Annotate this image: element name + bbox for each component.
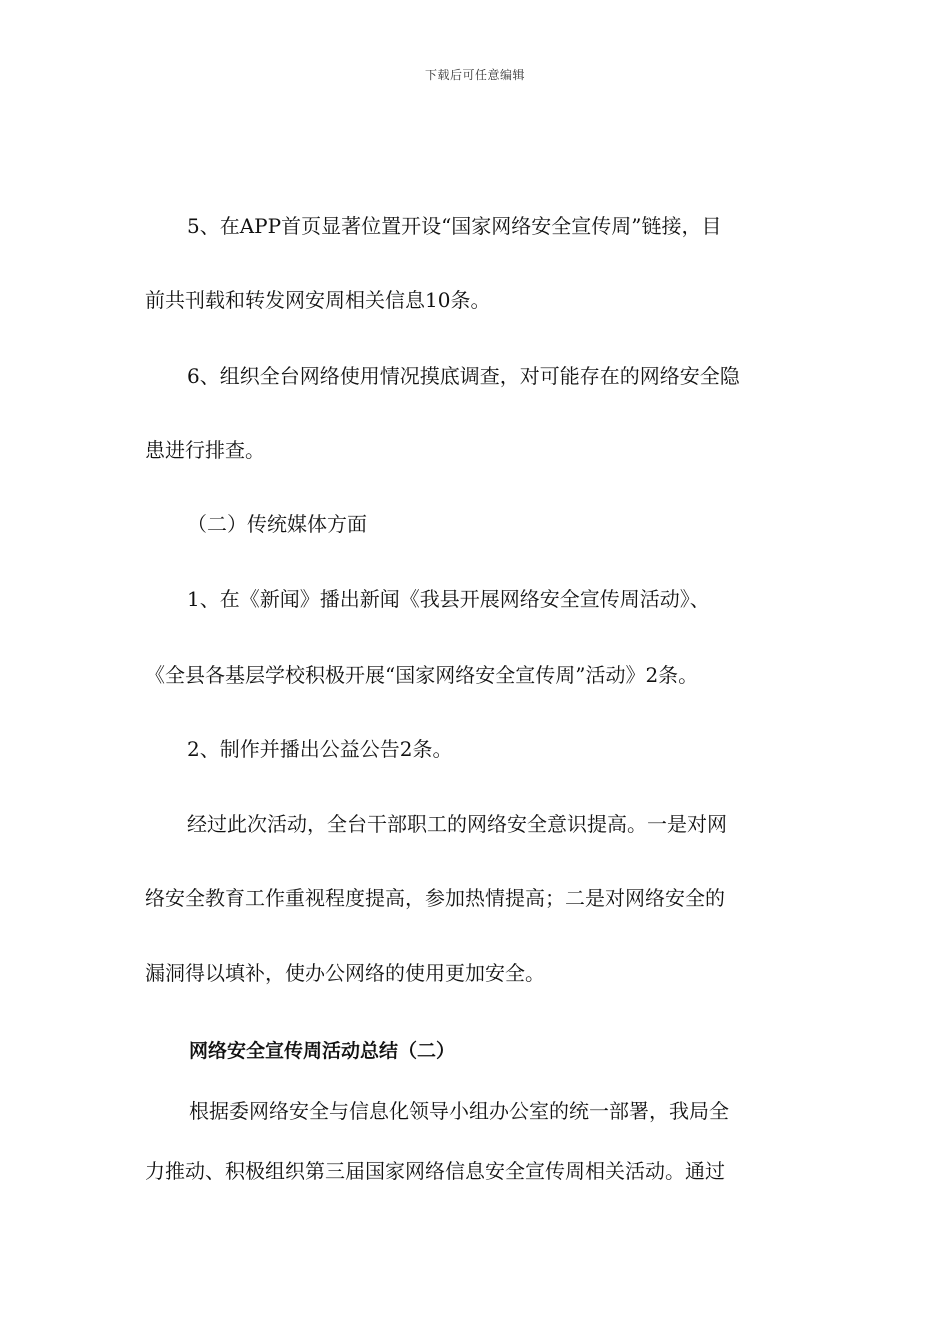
- paragraph-line: 1、在《新闻》播出新闻《我县开展网络安全宣传周活动》、: [187, 587, 710, 611]
- paragraph-line: 经过此次活动，全台干部职工的网络安全意识提高。一是对网: [187, 812, 727, 836]
- paragraph-line: 漏洞得以填补，使办公网络的使用更加安全。: [145, 961, 545, 985]
- section-subheading: （二）传统媒体方面: [187, 512, 367, 536]
- paragraph-line: 患进行排查。: [145, 438, 265, 462]
- paragraph-line: 根据委网络安全与信息化领导小组办公室的统一部署，我局全: [189, 1099, 729, 1123]
- paragraph-line: 《全县各基层学校积极开展“国家网络安全宣传周”活动》2条。: [145, 663, 699, 687]
- header-note: 下载后可任意编辑: [424, 68, 525, 82]
- paragraph-line: 2、制作并播出公益公告2条。: [187, 737, 453, 761]
- paragraph-line: 力推动、积极组织第三届国家网络信息安全宣传周相关活动。通过: [145, 1159, 725, 1183]
- section-heading: 网络安全宣传周活动总结（二）: [189, 1040, 456, 1062]
- paragraph-line: 6、组织全台网络使用情况摸底调查，对可能存在的网络安全隐: [187, 364, 740, 388]
- paragraph-line: 5、在APP首页显著位置开设“国家网络安全宣传周”链接，目: [187, 214, 722, 238]
- paragraph-line: 络安全教育工作重视程度提高，参加热情提高；二是对网络安全的: [145, 886, 725, 910]
- paragraph-line: 前共刊载和转发网安周相关信息10条。: [145, 288, 491, 312]
